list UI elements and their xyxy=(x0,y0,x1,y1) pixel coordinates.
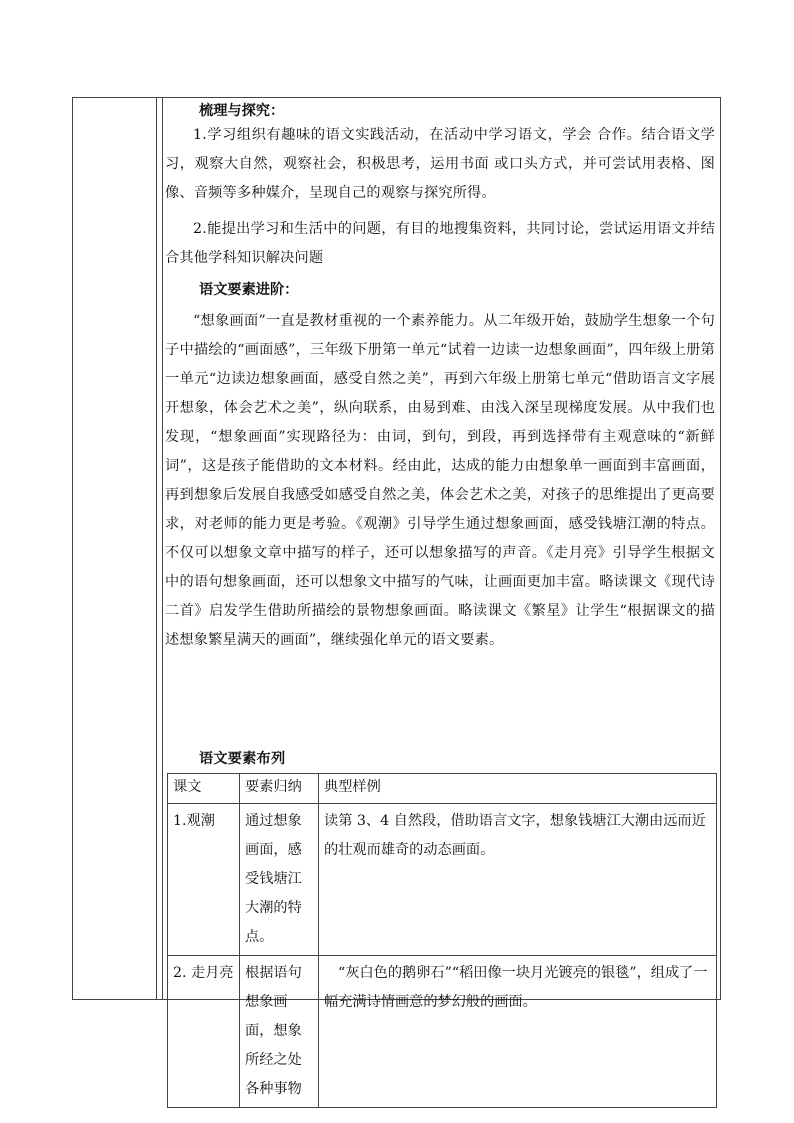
table-header-row xyxy=(168,774,717,804)
header-lesson: 课文 xyxy=(168,774,240,804)
cell-example: “灰白色的鹅卵石”“稻田像一块月光镀亮的银毯”，组成了一幅充满诗情画意的梦幻般的画面。 xyxy=(319,956,717,1108)
heading-element-progression: 语文要素进阶： xyxy=(199,282,299,298)
cell-lesson: 1.观潮 xyxy=(168,804,240,956)
header-summary: 要素归纳 xyxy=(240,774,319,804)
heading-sorting-exploring: 梳理与探究： xyxy=(199,103,285,119)
cell-lesson: 2. 走月亮 xyxy=(168,956,240,1108)
lesson-plan-table xyxy=(72,97,721,1097)
element-list-table xyxy=(167,773,717,1108)
table-row xyxy=(168,956,717,1108)
cell-summary: 根据语句想象画面，想象所经之处各种事物 xyxy=(240,956,319,1108)
paragraph-goal-1: 1.学习组织有趣味的语文实践活动，在活动中学习语文，学会 合作。结合语文学习，观察大自然，观察社会，积极思考，运用书面 或口头方式，并可尝试用表格、图像、音频等多种媒介，呈现自己的观察与探究所得。 xyxy=(165,127,715,201)
column-divider-left xyxy=(156,98,157,999)
cell-example: 读第 3、4 自然段，借助语言文字，想象钱塘江大潮由远而近的壮观而雄奇的动态画面。 xyxy=(319,804,717,956)
table-row xyxy=(168,804,717,956)
column-divider-right xyxy=(162,98,163,999)
heading-element-list: 语文要素布列 xyxy=(199,751,286,767)
paragraph-goal-2: 2.能提出学习和生活中的问题，有目的地搜集资料，共同讨论，尝试运用语文并结合其他学科知识解决问题 xyxy=(165,221,715,266)
header-example: 典型样例 xyxy=(319,774,717,804)
paragraph-progression: “想象画面”一直是教材重视的一个素养能力。从二年级开始，鼓励学生想象一个句子中描绘的“画面感”，三年级下册第一单元“试着一边读一边想象画面”，四年级上册第一单元“边读边想象画面，感受自然之美”，再到六年级上册第七单元“借助语言文字展开想象，体会艺术之美”，纵向联系，由易到难、由浅入深呈现梯度发展。从中我们也发现，“想象画面”实现路径为：由词，到句，到段，再到选择带有主观意味的“新鲜词”，这是孩子能借助的文本材料。经由此，达成的能力由想象单一画面到丰富画面，再到想象后发展自我感受如感受自然之美，体会艺术之美，对孩子的思维提出了更高要求，对老师的能力更是考验。《观潮》引导学生通过想象画面，感受钱塘江潮的特点。不仅可以想象文章中描写的样子，还可以想象描写的声音。《走月亮》引导学生根据文中的语句想象画面，还可以想象文中描写的气味，让画面更加丰富。略读课文《现代诗二首》启发学生借助所描绘的景物想象画面。略读课文《繁星》让学生“根据课文的描述想象繁星满天的画面”，继续强化单元的语文要素。 xyxy=(165,313,715,648)
cell-summary: 通过想象画面，感受钱塘江大潮的特点。 xyxy=(240,804,319,956)
